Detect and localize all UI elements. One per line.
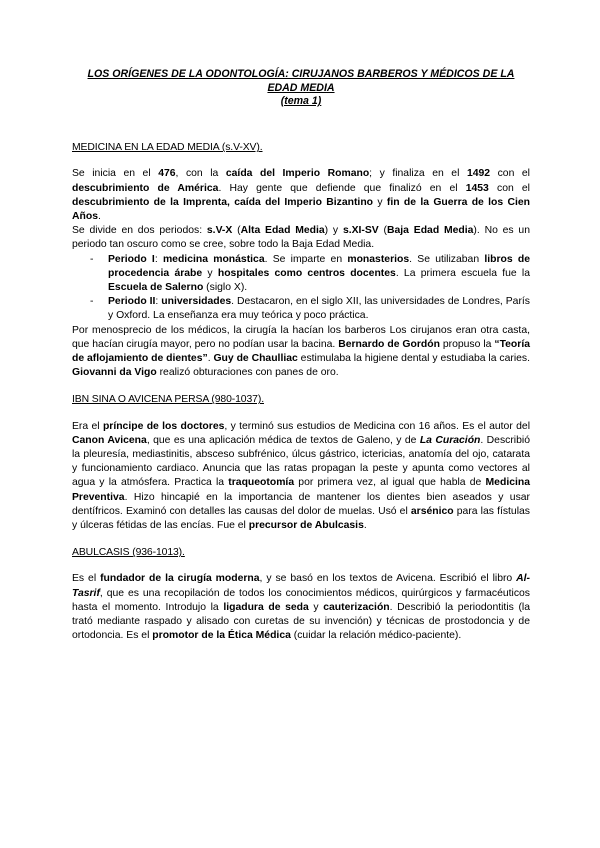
emphasis-text: s.V-X (206, 225, 233, 237)
emphasis-text: Guy de Chaulliac (213, 353, 298, 365)
text-run: , que es una recopilación de todos los conocimientos médicos, quirúrgicos y farmacéuticos hasta el momento. Introdujo la (72, 587, 530, 613)
text-run: , con la (175, 168, 226, 180)
emphasis-text: Al-Tasrif (72, 573, 530, 599)
bullet-marker: - (90, 253, 94, 265)
emphasis-text: 1453 (465, 182, 489, 194)
list-item-text (108, 296, 530, 321)
list-item (72, 295, 530, 323)
text-run: . Hizo hincapié en la importancia de mantener los dientes bien aseados y usar dentífricos. Examinó con detalles las causas del dolor de muelas. Usó el (72, 491, 530, 517)
text-run: Por menosprecio de los médicos, la cirugía la hacían los barberos Los cirujanos eran otra casta, que hacían cirugía mayor, pero no podían usar la bacina. (72, 324, 530, 350)
document-subtitle: (tema 1) (280, 95, 322, 108)
text-run: ( (378, 225, 388, 237)
bullet-marker: - (90, 296, 94, 308)
emphasis-text: monasterios (347, 253, 410, 265)
text-run: Era el (72, 420, 103, 432)
periods-list (72, 253, 530, 324)
emphasis-text: Baja Edad Media (387, 225, 474, 237)
paragraph (72, 324, 530, 381)
emphasis-text: Canon Avicena (72, 434, 147, 446)
text-run: . Se utilizaban (409, 253, 485, 265)
document-page (72, 68, 530, 643)
section-abulcasis (72, 546, 530, 643)
emphasis-text: Medicina Preventiva (72, 477, 530, 503)
text-run: estimulaba la higiene dental y estudiaba la caries. (297, 353, 530, 365)
text-run: para las fístulas y úlceras fétidas de las encías. Fue el (72, 505, 530, 532)
text-run: Es el (72, 573, 101, 585)
emphasis-text: descubrimiento de América (72, 182, 219, 194)
emphasis-text: precursor de Abulcasis (248, 520, 364, 532)
text-run: , y se basó en los textos de Avicena. Escribió el libro (259, 573, 517, 585)
section-avicena (72, 393, 530, 533)
text-run: . (363, 520, 367, 532)
text-run: ) y (324, 225, 343, 237)
emphasis-text: “Teoría de aflojamiento de dientes” (72, 338, 530, 365)
emphasis-text: universidades (161, 296, 232, 308)
section-heading: MEDICINA EN LA EDAD MEDIA (s.V-XV). (72, 142, 263, 154)
paragraph (72, 420, 530, 534)
emphasis-text: descubrimiento de la Imprenta, caída del Imperio Bizantino (72, 196, 374, 208)
emphasis-text: fin de la Guerra de los Cien Años (72, 196, 530, 222)
text-run: y (202, 267, 218, 279)
section-medicina-edad-media (72, 141, 530, 380)
text-run: ). No es un periodo tan oscuro como se cree, sobre todo la Baja Edad Media. (72, 225, 530, 251)
text-run: por primera vez, al igual que habla de (294, 477, 486, 489)
emphasis-text: Giovanni da Vigo (72, 367, 157, 379)
text-run: . Hay gente que defiende que finalizó en el (218, 182, 466, 194)
text-run: propuso la (439, 338, 495, 350)
emphasis-text: Alta Edad Media (240, 225, 325, 237)
emphasis-text: caída del Imperio Romano (225, 168, 370, 180)
paragraph (72, 167, 530, 224)
emphasis-text: medicina monástica (162, 253, 265, 265)
emphasis-text: Bernardo de Gordón (338, 338, 440, 350)
text-run: (siglo X). (203, 282, 248, 294)
text-run: ; y finaliza en el (369, 168, 467, 180)
text-run: , y terminó sus estudios de Medicina con 16 años. Es el autor del (224, 420, 530, 432)
text-run: . Se imparte en (264, 253, 348, 265)
text-run: Se inicia en el (72, 168, 159, 180)
emphasis-text: 1492 (466, 168, 491, 180)
list-item-text (108, 254, 530, 293)
emphasis-text: arsénico (410, 505, 454, 517)
text-run: : (154, 253, 163, 265)
text-run: . La primera escuela fue la (395, 267, 530, 279)
text-run: (cuidar la relación médico-paciente). (290, 630, 462, 642)
text-run: con el (488, 182, 530, 194)
emphasis-text: promotor de la Ética Médica (152, 630, 291, 642)
section-heading: IBN SINA O AVICENA PERSA (980-1037). (72, 394, 264, 406)
paragraph (72, 224, 530, 252)
text-run: y (373, 196, 387, 208)
text-run: realizó obturaciones con panes de oro. (156, 367, 339, 379)
text-run: . Describió la pleuresía, mediastinitis, absceso subfrénico, úlcus gástrico, ictericias, anatomía del ojo, catarata y funcionamiento cardiaco. Anuncia que las ratas propagan la peste y apunta como vectores al agua y la atmósfera. Practica la (72, 434, 530, 489)
list-item (72, 253, 530, 296)
text-run: . (207, 353, 214, 365)
emphasis-text: Escuela de Salerno (108, 282, 204, 294)
emphasis-text: traqueotomía (228, 477, 295, 489)
document-title: LOS ORÍGENES DE LA ODONTOLOGÍA: CIRUJANOS BARBEROS Y MÉDICOS DE LA EDAD MEDIA (87, 68, 515, 94)
paragraph (72, 572, 530, 643)
emphasis-text: hospitales como centros docentes (217, 267, 396, 279)
emphasis-text: cauterización (323, 601, 390, 613)
text-run: con el (490, 168, 530, 180)
text-run: ( (232, 225, 241, 237)
emphasis-text: Periodo I (108, 253, 155, 265)
text-run: : (155, 296, 162, 308)
emphasis-text: La Curación (419, 434, 481, 446)
emphasis-text: 476 (158, 168, 176, 180)
text-run: . Describió la periodontitis (la trató mediante raspado y alisado con curetas de su invención) y técnicas de prostodoncia y de ortodoncia. Es el (72, 601, 530, 642)
emphasis-text: ligadura de seda (223, 601, 309, 613)
emphasis-text: Periodo II (108, 296, 156, 308)
text-run: Se divide en dos periodos: (72, 225, 207, 237)
text-run: y (308, 601, 324, 613)
section-heading: ABULCASIS (936-1013). (72, 547, 185, 559)
text-run: . (97, 211, 101, 222)
emphasis-text: príncipe de los doctores (102, 420, 225, 432)
text-run: , que es una aplicación médica de textos de Galeno, y de (146, 434, 420, 446)
text-run: . Destacaron, en el siglo XII, las universidades de Londres, París y Oxford. La enseñanza era muy teórica y poco práctica. (108, 296, 530, 322)
emphasis-text: s.XI-SV (342, 225, 379, 237)
emphasis-text: fundador de la cirugía moderna (100, 573, 260, 585)
emphasis-text: libros de procedencia árabe (108, 253, 530, 279)
